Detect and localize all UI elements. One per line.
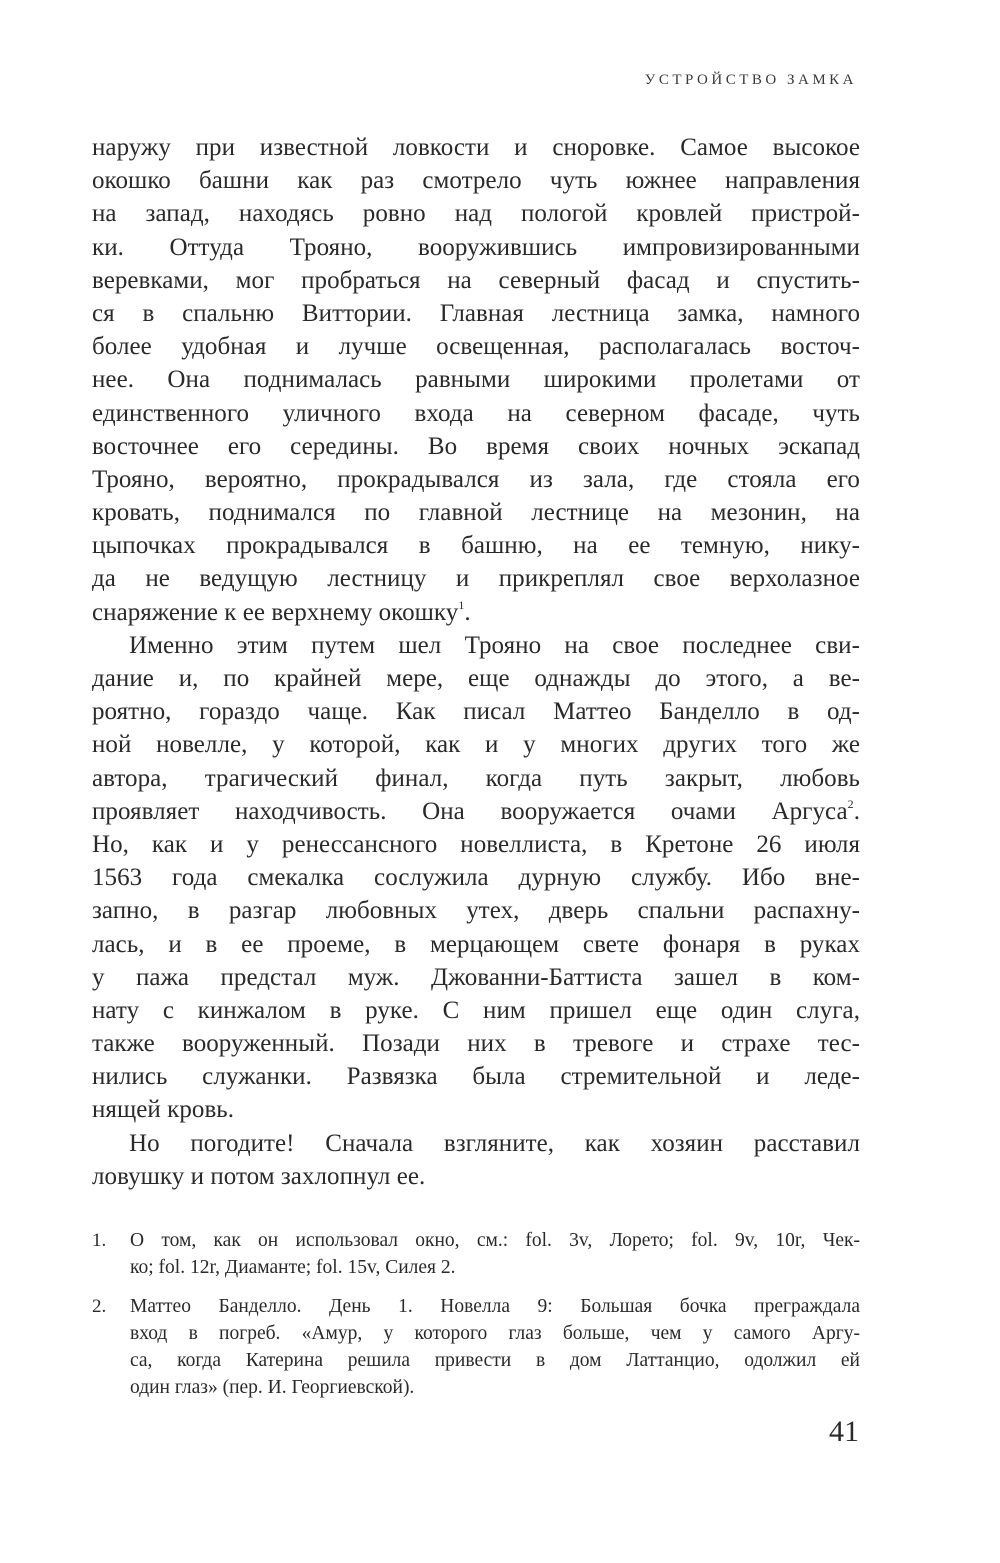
text-line: роятно, гораздо чаще. Как писал Маттео Банделло в од- <box>92 698 860 726</box>
footnote <box>92 1293 860 1401</box>
text-line: дание и, по крайней мере, еще однажды до этого, а ве- <box>92 665 860 692</box>
footnote-line: са, когда Катерина решила привести в дом Латтанцио, одолжил ей <box>130 1350 860 1371</box>
text-line: также вооруженный. Позади них в тревоге и страхе тес- <box>92 1030 860 1058</box>
text-line: да не ведущую лестницу и прикреплял свое верхолазное <box>92 565 860 593</box>
text-line: веревками, мог пробраться на северный фасад и спустить- <box>92 266 860 294</box>
running-head: УСТРОЙСТВО ЗАМКА <box>644 72 857 88</box>
footnote-number: 1. <box>92 1230 107 1251</box>
text-line: проявляет находчивость. Она вооружается очами Аргуса$^2$. <box>92 796 860 825</box>
text-line: нее. Она поднималась равными широкими пролетами от <box>92 366 860 394</box>
footnote-ref[interactable]: 1 <box>458 597 465 612</box>
footnote-line: один глаз» (пер. И. Георгиевской). <box>130 1377 415 1398</box>
text-line: нящей кровь. <box>92 1096 235 1124</box>
paragraph <box>92 1127 860 1193</box>
text-line: Но погодите! Сначала взгляните, как хозяин расставил <box>129 1129 860 1157</box>
footnote-line: ко; fol. 12r, Диаманте; fol. 15v, Силея 2. <box>130 1257 456 1278</box>
text-line: запно, в разгар любовных утех, дверь спальни распахну- <box>92 897 860 925</box>
paragraph <box>92 629 860 1127</box>
text-line: нату с кинжалом в руке. С ним пришел еще один слуга, <box>92 996 860 1024</box>
text-line: Но, как и у ренессансного новеллиста, в Кретоне 26 июля <box>92 830 860 858</box>
footnote-line: О том, как он использовал окно, см.: fol. 3v, Лорето; fol. 9v, 10r, Чек- <box>130 1230 860 1251</box>
text-line: единственного уличного входа на северном фасаде, чуть <box>92 399 860 427</box>
text-line: Именно этим путем шел Трояно на свое последнее сви- <box>129 631 860 659</box>
text-line: нились служанки. Развязка была стремительной и леде- <box>92 1063 860 1091</box>
text-line: наружу при известной ловкости и сноровке. Самое высокое <box>92 134 860 161</box>
body-text <box>92 131 860 1193</box>
footnotes <box>92 1227 860 1413</box>
text-line: на запад, находясь ровно над пологой кровлей пристрой- <box>92 200 860 228</box>
text-line: восточнее его середины. Во время своих ночных эскапад <box>92 432 860 460</box>
text-line: ной новелле, у которой, как и у многих других того же <box>92 731 860 759</box>
text-line: у пажа предстал муж. Джованни-Баттиста зашел в ком- <box>92 963 860 991</box>
text-line: 1563 года смекалка сослужила дурную службу. Ибо вне- <box>92 864 860 892</box>
text-line: ловушку и потом захлопнул ее. <box>92 1162 426 1190</box>
footnote-ref[interactable]: 2 <box>847 796 854 811</box>
page-number: 41 <box>829 1415 859 1448</box>
text-line: цыпочках прокрадывался в башню, на ее темную, нику- <box>92 532 860 560</box>
text-line: Трояно, вероятно, прокрадывался из зала, где стояла его <box>92 465 860 493</box>
paragraph <box>92 131 860 629</box>
footnote-number: 2. <box>92 1296 107 1317</box>
text-line: ся в спальню Виттории. Главная лестница замка, намного <box>92 299 860 327</box>
footnote-line: Маттео Банделло. День 1. Новелла 9: Большая бочка преграждала <box>130 1296 860 1317</box>
text-line: лась, и в ее проеме, в мерцающем свете фонаря в руках <box>92 930 860 958</box>
text-line: кровать, поднимался по главной лестнице на мезонин, на <box>92 499 860 527</box>
footnote-line: вход в погреб. «Амур, у которого глаз больше, чем у самого Аргу- <box>130 1323 860 1344</box>
text-line: более удобная и лучше освещенная, располагалась восточ- <box>92 333 860 361</box>
text-line-content: снаряжение к ее верхнему окошку <box>92 598 459 626</box>
text-line: ки. Оттуда Трояно, вооружившись импровизированными <box>92 233 860 261</box>
footnote <box>92 1227 860 1281</box>
text-line: автора, трагический финал, когда путь закрыт, любовь <box>92 764 860 792</box>
text-line: снаряжение к ее верхнему окошку$^1$. <box>92 597 471 626</box>
text-line-content: проявляет находчивость. Она вооружается очами Аргуса <box>92 797 848 825</box>
text-line: окошко башни как раз смотрело чуть южнее направления <box>92 167 860 195</box>
